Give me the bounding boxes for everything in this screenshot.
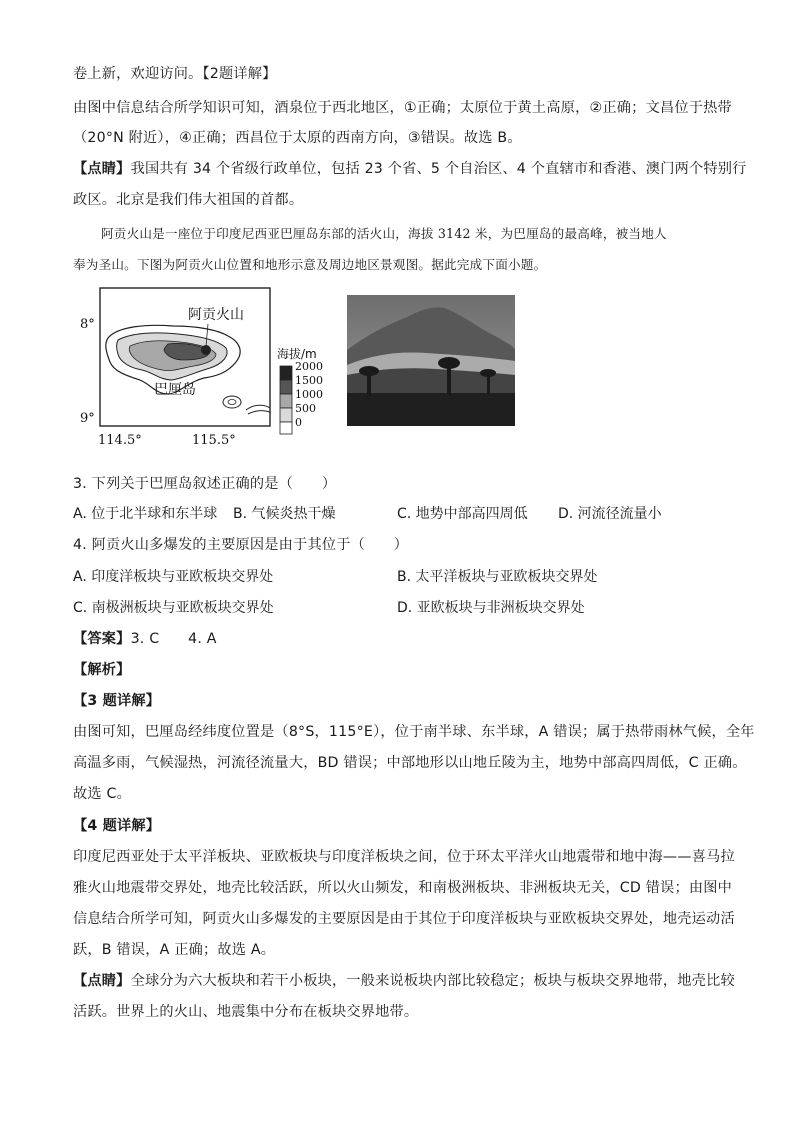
q4-option-b: B. 太平洋板块与亚欧板块交界处 [397, 569, 598, 585]
question-3: 3. 下列关于巴厘岛叙述正确的是（ ） [73, 476, 337, 492]
island-label: 巴厘岛 [154, 382, 196, 398]
tip-line [73, 159, 747, 179]
q3-option-d: D. 河流径流量小 [558, 506, 662, 522]
bali-topographic-map [78, 286, 328, 446]
text-line: 跃，B 错误，A 正确；故选 A。 [73, 942, 276, 958]
tip-label: 【点睛】 [73, 161, 131, 177]
text-line: 故选 C。 [73, 786, 131, 802]
legend-swatch [280, 422, 292, 434]
volcano-label: 阿贡火山 [188, 307, 244, 323]
q4-option-c: C. 南极洲板块与亚欧板块交界处 [73, 600, 274, 616]
text-line: （20°N 附近），④正确；西昌位于太原的西南方向，③错误。故选 B。 [73, 130, 522, 146]
q4-option-a: A. 印度洋板块与亚欧板块交界处 [73, 569, 274, 585]
q3-option-a: A. 位于北半球和东半球 [73, 506, 218, 522]
text-line: 信息结合所学可知，阿贡火山多爆发的主要原因是由于其位于印度洋板块与亚欧板块交界处，地壳运动活 [73, 911, 735, 927]
text-line: 由图可知，巴厘岛经纬度位置是（8°S，115°E），位于南半球、东半球，A 错误；属于热带雨林气候，全年 [73, 724, 755, 740]
longitude-label: 115.5° [192, 433, 236, 446]
text-line: 雅火山地震带交界处，地壳比较活跃，所以火山频发，和南极洲板块、非洲板块无关，CD 错误；由图中 [73, 880, 732, 896]
tip-label: 【点睛】 [73, 973, 131, 989]
text-line: 高温多雨，气候湿热，河流径流量大，BD 错误；中部地形以山地丘陵为主，地势中部高四周低，C 正确。 [73, 755, 747, 771]
legend-value: 1500 [295, 374, 323, 387]
text-line: 由图中信息结合所学知识可知，酒泉位于西北地区，①正确；太原位于黄土高原，②正确；文昌位于热带 [73, 100, 732, 116]
intro-line: 奉为圣山。下图为阿贡火山位置和地形示意及周边地区景观图。据此完成下面小题。 [73, 257, 547, 272]
volcano-landscape-photo [347, 295, 515, 426]
longitude-label: 114.5° [98, 433, 142, 446]
q4-detail-heading: 【4 题详解】 [73, 818, 161, 834]
answer-value: 3. C 4. A [130, 631, 217, 647]
legend-swatch [280, 408, 292, 422]
tip-line [73, 971, 735, 991]
q4-option-d: D. 亚欧板块与非洲板块交界处 [397, 600, 585, 616]
answer-line [73, 629, 217, 649]
legend-value: 500 [295, 402, 316, 415]
tip-text: 我国共有 34 个省级行政单位，包括 23 个省、5 个自治区、4 个直辖市和香港、澳门两个特别行 [130, 161, 747, 177]
answer-label: 【答案】 [73, 631, 131, 647]
legend-title: 海拔/m [277, 347, 317, 361]
legend-swatch [280, 394, 292, 408]
question-4: 4. 阿贡火山多爆发的主要原因是由于其位于（ ） [73, 537, 409, 553]
analysis-heading: 【解析】 [73, 662, 131, 678]
legend-value: 1000 [295, 388, 323, 401]
q3-detail-heading: 【3 题详解】 [73, 693, 161, 709]
legend-swatch [280, 380, 292, 394]
latitude-label: 9° [80, 411, 95, 426]
intro-line: 阿贡火山是一座位于印度尼西亚巴厘岛东部的活火山，海拔 3142 米，为巴厘岛的最高峰，被当地人 [101, 226, 667, 241]
text-line: 卷上新，欢迎访问。【2题详解】 [73, 66, 277, 82]
q3-option-c: C. 地势中部高四周低 [397, 506, 528, 522]
q3-option-b: B. 气候炎热干燥 [233, 506, 336, 522]
legend-value: 0 [295, 416, 302, 429]
text-line: 活跃。世界上的火山、地震集中分布在板块交界地带。 [73, 1004, 419, 1020]
text-line: 印度尼西亚处于太平洋板块、亚欧板块与印度洋板块之间，位于环太平洋火山地震带和地中海——喜马拉 [73, 849, 735, 865]
text-line: 政区。北京是我们伟大祖国的首都。 [73, 192, 304, 208]
tip-text: 全球分为六大板块和若干小板块，一般来说板块内部比较稳定；板块与板块交界地带，地壳比较 [130, 973, 735, 989]
legend-value: 2000 [295, 360, 323, 373]
latitude-label: 8° [80, 317, 95, 332]
legend-swatch [280, 366, 292, 380]
